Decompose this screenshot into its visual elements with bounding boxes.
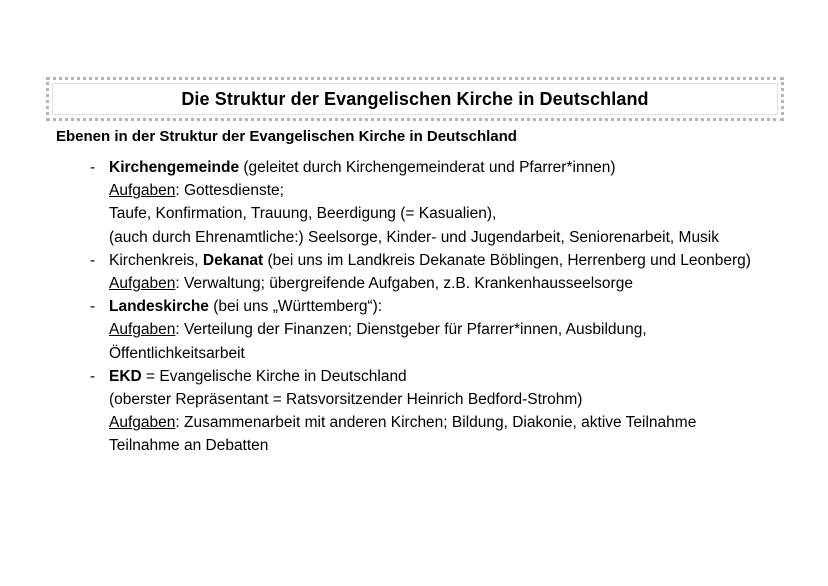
tasks-line <box>109 318 810 341</box>
item-term: Kirchengemeinde <box>109 159 240 176</box>
tasks-line <box>109 411 810 434</box>
tasks-text: : Gottesdienste; <box>175 182 284 200</box>
section-heading: Ebenen in der Struktur der Evangelischen Kirche in Deutschland <box>56 128 517 145</box>
item-term: Landeskirche <box>109 298 209 316</box>
item-heading-line <box>109 295 810 318</box>
list-item-kirchengemeinde <box>90 156 810 249</box>
item-heading-line <box>109 365 810 388</box>
tasks-label: Aufgaben <box>109 275 176 293</box>
list-dash: - <box>90 367 96 385</box>
tasks-line <box>109 272 810 295</box>
list-dash: - <box>90 251 96 269</box>
tasks-text: : Verteilung der Finanzen; Dienstgeber für Pfarrer*innen, Ausbildung, <box>175 321 647 339</box>
tasks-continuation: Öffentlichkeitsarbeit <box>109 344 245 362</box>
item-prefix: Kirchenkreis, <box>109 251 203 269</box>
tasks-continuation: Teilnahme an Debatten <box>109 437 269 455</box>
item-description: = Evangelische Kirche in Deutschland <box>141 367 407 385</box>
item-description: (bei uns „Württemberg“): <box>208 298 383 316</box>
item-term: Dekanat <box>202 251 264 269</box>
title-box <box>46 77 784 121</box>
page-title: Die Struktur der Evangelischen Kirche in Deutschland <box>181 89 649 109</box>
list-item-landeskirche <box>90 295 810 365</box>
item-description: (geleitet durch Kirchengemeinderat und Pfarrer*innen) <box>239 159 616 176</box>
tasks-label: Aufgaben <box>109 182 176 200</box>
tasks-label: Aufgaben <box>109 321 176 339</box>
tasks-line <box>109 179 810 202</box>
item-heading-line <box>109 249 810 272</box>
tasks-continuation: Taufe, Konfirmation, Trauung, Beerdigung (= Kasualien), <box>109 205 497 223</box>
item-term: EKD <box>109 367 142 385</box>
list-item-ekd <box>90 365 810 458</box>
tasks-label: Aufgaben <box>109 414 176 432</box>
structure-list <box>90 156 810 458</box>
tasks-text: : Zusammenarbeit mit anderen Kirchen; Bildung, Diakonie, aktive Teilnahme <box>175 414 697 432</box>
list-item-dekanat <box>90 249 810 295</box>
tasks-continuation: (auch durch Ehrenamtliche:) Seelsorge, Kinder- und Jugendarbeit, Seniorenarbeit, Musik <box>109 228 720 246</box>
item-description: (bei uns im Landkreis Dekanate Böblingen, Herrenberg und Leonberg) <box>263 251 751 269</box>
tasks-text: : Verwaltung; übergreifende Aufgaben, z.B. Krankenhausseelsorge <box>175 275 633 293</box>
item-heading-line <box>109 156 810 179</box>
list-dash: - <box>90 159 96 176</box>
item-note-line: (oberster Repräsentant = Ratsvorsitzender Heinrich Bedford-Strohm) <box>109 391 583 409</box>
list-dash: - <box>90 298 96 316</box>
